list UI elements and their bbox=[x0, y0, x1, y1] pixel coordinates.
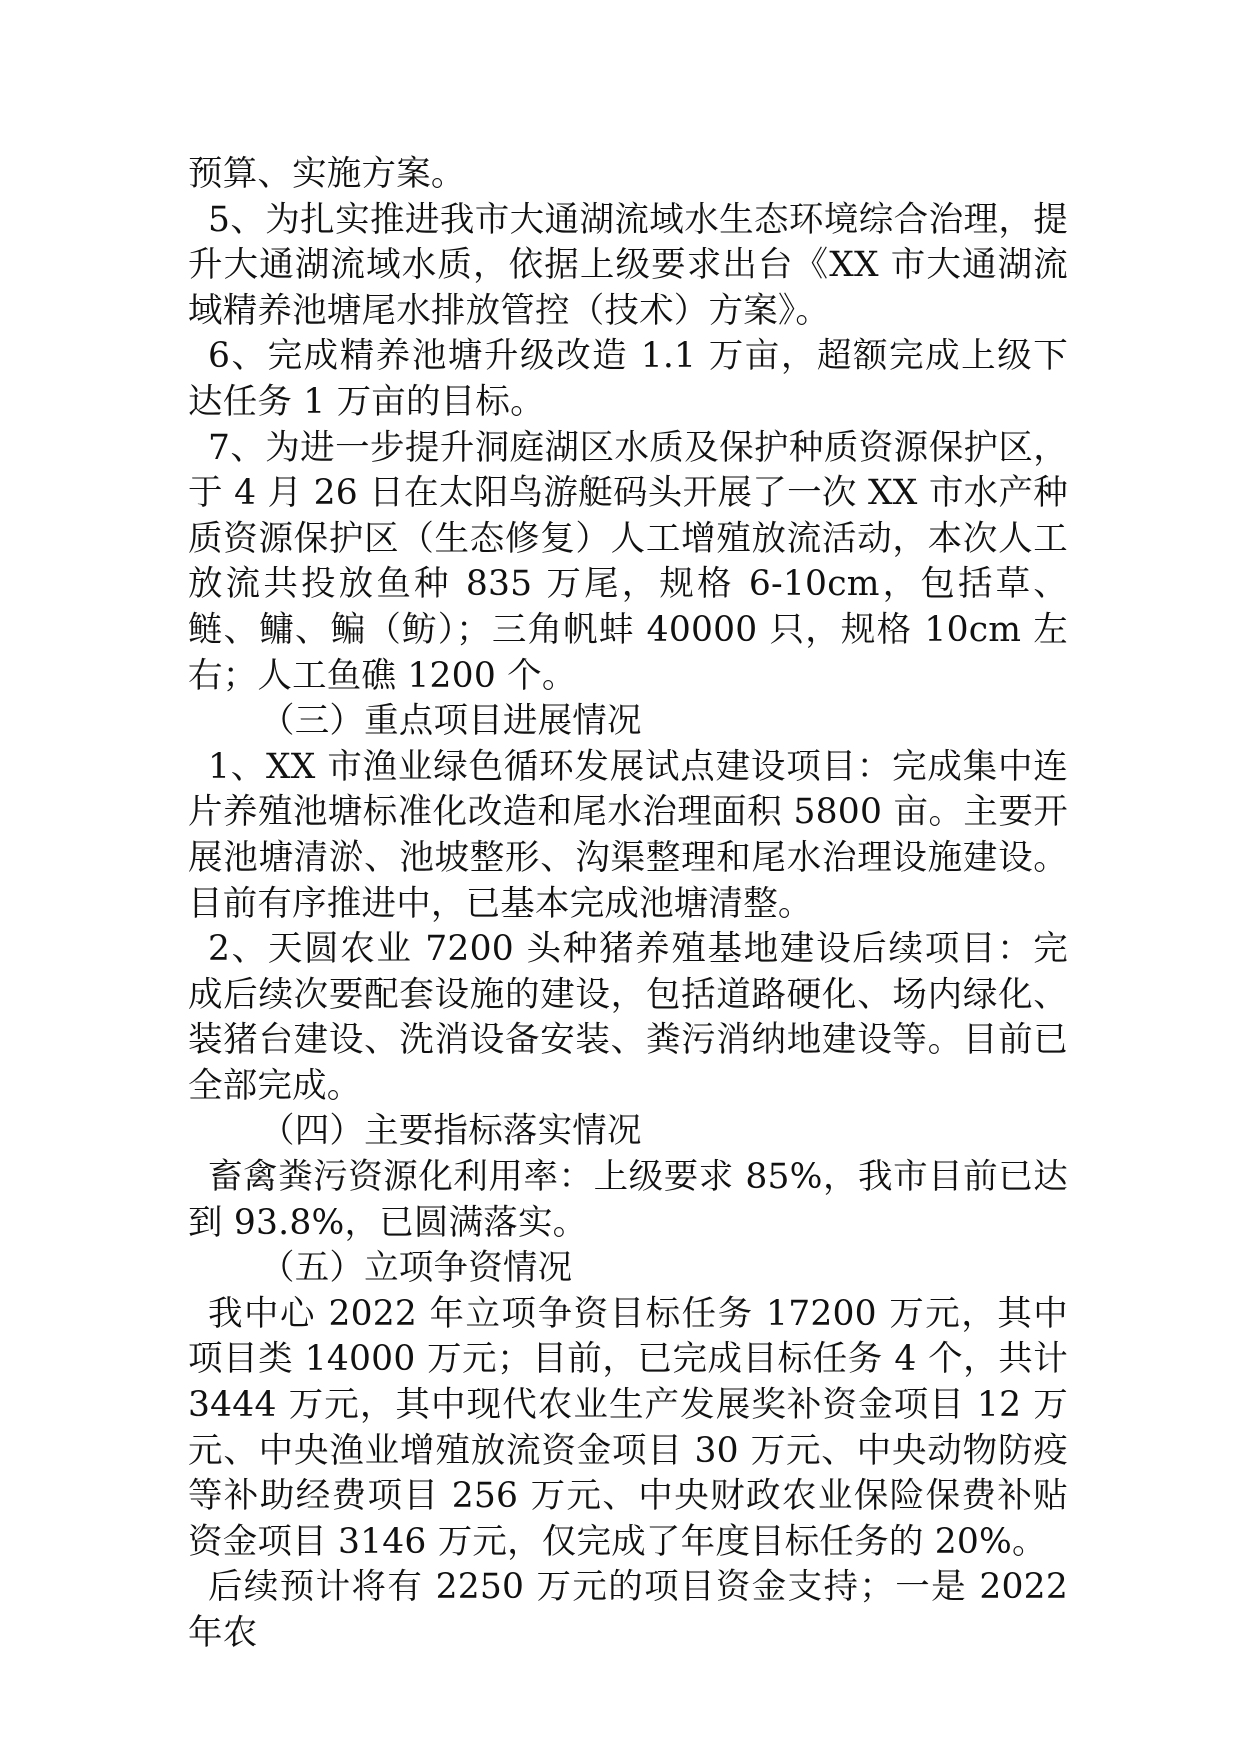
paragraph-item-6: 6、完成精养池塘升级改造 1.1 万亩，超额完成上级下达任务 1 万亩的目标。 bbox=[188, 336, 1068, 422]
section-heading-main-indicators: （四）主要指标落实情况 bbox=[260, 1111, 642, 1152]
section-heading-key-projects: （三）重点项目进展情况 bbox=[260, 701, 642, 742]
paragraph-funding-outlook: 后续预计将有 2250 万元的项目资金支持；一是 2022 年农 bbox=[188, 1567, 1068, 1653]
paragraph-item-5: 5、为扎实推进我市大通湖流域水生态环境综合治理，提升大通湖流域水质，依据上级要求出台《XX 市大通湖流域精养池塘尾水排放管控（技术）方案》。 bbox=[188, 199, 1068, 331]
paragraph-item-7: 7、为进一步提升洞庭湖区水质及保护种质资源保护区，于 4 月 26 日在太阳鸟游艇码头开展了一次 XX 市水产种质资源保护区（生态修复）人工增殖放流活动，本次人工放流共投放鱼种 835 万尾，规格 6-10cm，包括草、鲢、鳙、鳊（鲂）；三角帆蚌 40000 只，规格 10cm 左右；人工鱼礁 1200 个。 bbox=[188, 427, 1068, 696]
paragraph-project-1: 1、XX 市渔业绿色循环发展试点建设项目：完成集中连片养殖池塘标准化改造和尾水治理面积 5800 亩。主要开展池塘清淤、池坡整形、沟渠整理和尾水治理设施建设。目前有序推进中，已基本完成池塘清整。 bbox=[188, 746, 1068, 924]
paragraph-budget-continuation: 预算、实施方案。 bbox=[188, 154, 466, 194]
document-body bbox=[188, 152, 1068, 1657]
section-heading-funding: （五）立项争资情况 bbox=[260, 1248, 573, 1289]
paragraph-indicator: 畜禽粪污资源化利用率：上级要求 85%，我市目前已达到 93.8%，已圆满落实。 bbox=[188, 1157, 1068, 1243]
paragraph-project-2: 2、天圆农业 7200 头种猪养殖基地建设后续项目：完成后续次要配套设施的建设，包括道路硬化、场内绿化、装猪台建设、洗消设备安装、粪污消纳地建设等。目前已全部完成。 bbox=[188, 929, 1068, 1106]
paragraph-funding-target: 我中心 2022 年立项争资目标任务 17200 万元，其中项目类 14000 万元；目前，已完成目标任务 4 个，共计 3444 万元，其中现代农业生产发展奖补资金项目 12 万元、中央渔业增殖放流资金项目 30 万元、中央动物防疫等补助经费项目 256 万元、中央财政农业保险保费补贴资金项目 3146 万元，仅完成了年度目标任务的 20%。 bbox=[188, 1293, 1068, 1562]
